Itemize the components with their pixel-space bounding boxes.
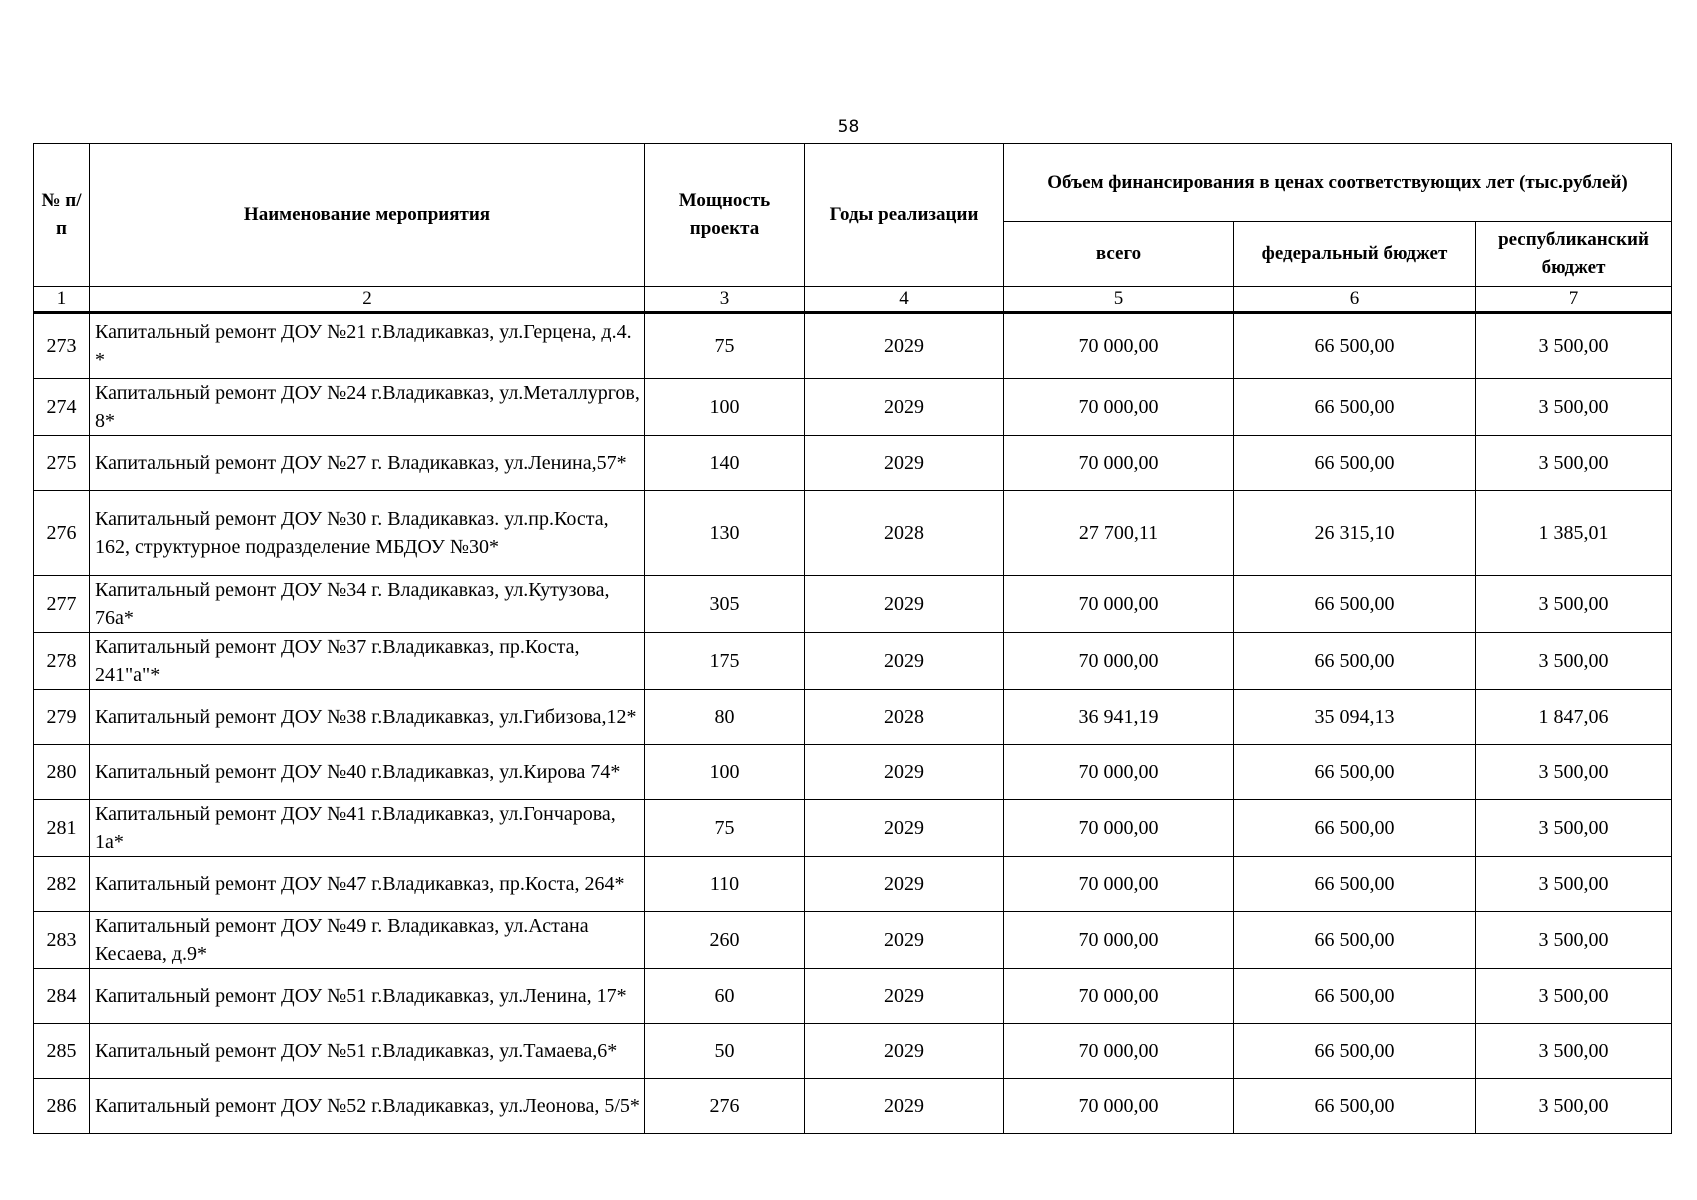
cell-num: 280 xyxy=(34,745,90,800)
cell-num: 274 xyxy=(34,379,90,436)
cell-name: Капитальный ремонт ДОУ №49 г. Владикавказ, ул.Астана Кесаева, д.9* xyxy=(90,912,645,969)
header-name: Наименование мероприятия xyxy=(90,144,645,287)
table-row xyxy=(34,436,1672,491)
table-row xyxy=(34,313,1672,379)
table-header xyxy=(34,144,1672,313)
cell-year: 2028 xyxy=(805,690,1004,745)
cell-federal: 66 500,00 xyxy=(1234,1079,1476,1134)
table-row xyxy=(34,491,1672,576)
cell-republic: 3 500,00 xyxy=(1476,745,1672,800)
cell-total: 70 000,00 xyxy=(1004,745,1234,800)
table-row xyxy=(34,379,1672,436)
cell-total: 70 000,00 xyxy=(1004,576,1234,633)
cell-num: 284 xyxy=(34,969,90,1024)
column-index: 3 xyxy=(645,287,805,313)
table-body xyxy=(34,313,1672,1134)
header-capacity: Мощность проекта xyxy=(645,144,805,287)
cell-total: 70 000,00 xyxy=(1004,1024,1234,1079)
cell-capacity: 276 xyxy=(645,1079,805,1134)
cell-year: 2029 xyxy=(805,313,1004,379)
cell-name: Капитальный ремонт ДОУ №34 г. Владикавказ, ул.Кутузова, 76а* xyxy=(90,576,645,633)
cell-num: 276 xyxy=(34,491,90,576)
cell-republic: 3 500,00 xyxy=(1476,436,1672,491)
cell-total: 36 941,19 xyxy=(1004,690,1234,745)
cell-federal: 35 094,13 xyxy=(1234,690,1476,745)
cell-total: 70 000,00 xyxy=(1004,800,1234,857)
cell-total: 70 000,00 xyxy=(1004,436,1234,491)
cell-federal: 66 500,00 xyxy=(1234,969,1476,1024)
table-row xyxy=(34,690,1672,745)
cell-federal: 66 500,00 xyxy=(1234,745,1476,800)
table-row xyxy=(34,912,1672,969)
column-index: 7 xyxy=(1476,287,1672,313)
cell-name: Капитальный ремонт ДОУ №47 г.Владикавказ, пр.Коста, 264* xyxy=(90,857,645,912)
column-index: 4 xyxy=(805,287,1004,313)
cell-name: Капитальный ремонт ДОУ №40 г.Владикавказ, ул.Кирова 74* xyxy=(90,745,645,800)
cell-num: 278 xyxy=(34,633,90,690)
cell-capacity: 60 xyxy=(645,969,805,1024)
cell-name: Капитальный ремонт ДОУ №37 г.Владикавказ, пр.Коста, 241"а"* xyxy=(90,633,645,690)
table-row xyxy=(34,1024,1672,1079)
cell-capacity: 175 xyxy=(645,633,805,690)
cell-name: Капитальный ремонт ДОУ №21 г.Владикавказ, ул.Герцена, д.4. * xyxy=(90,313,645,379)
cell-year: 2029 xyxy=(805,379,1004,436)
table-row xyxy=(34,633,1672,690)
cell-year: 2029 xyxy=(805,576,1004,633)
cell-capacity: 75 xyxy=(645,313,805,379)
cell-republic: 3 500,00 xyxy=(1476,633,1672,690)
table-row xyxy=(34,800,1672,857)
cell-federal: 66 500,00 xyxy=(1234,912,1476,969)
header-total: всего xyxy=(1004,222,1234,287)
cell-num: 283 xyxy=(34,912,90,969)
cell-num: 286 xyxy=(34,1079,90,1134)
cell-name: Капитальный ремонт ДОУ №51 г.Владикавказ, ул.Тамаева,6* xyxy=(90,1024,645,1079)
cell-federal: 66 500,00 xyxy=(1234,436,1476,491)
header-num: № п/п xyxy=(34,144,90,287)
financing-table xyxy=(33,143,1672,1134)
cell-year: 2029 xyxy=(805,1024,1004,1079)
cell-capacity: 75 xyxy=(645,800,805,857)
cell-capacity: 110 xyxy=(645,857,805,912)
table-row xyxy=(34,857,1672,912)
cell-year: 2029 xyxy=(805,800,1004,857)
header-republic: республиканский бюджет xyxy=(1476,222,1672,287)
cell-federal: 26 315,10 xyxy=(1234,491,1476,576)
cell-year: 2029 xyxy=(805,436,1004,491)
cell-capacity: 305 xyxy=(645,576,805,633)
cell-num: 281 xyxy=(34,800,90,857)
cell-republic: 3 500,00 xyxy=(1476,969,1672,1024)
cell-year: 2029 xyxy=(805,969,1004,1024)
cell-republic: 3 500,00 xyxy=(1476,576,1672,633)
cell-num: 275 xyxy=(34,436,90,491)
cell-year: 2028 xyxy=(805,491,1004,576)
cell-name: Капитальный ремонт ДОУ №24 г.Владикавказ, ул.Металлургов, 8* xyxy=(90,379,645,436)
header-row xyxy=(34,144,1672,222)
cell-name: Капитальный ремонт ДОУ №41 г.Владикавказ, ул.Гончарова, 1а* xyxy=(90,800,645,857)
header-financing: Объем финансирования в ценах соответствующих лет (тыс.рублей) xyxy=(1004,144,1672,222)
cell-num: 277 xyxy=(34,576,90,633)
header-years: Годы реализации xyxy=(805,144,1004,287)
cell-capacity: 100 xyxy=(645,745,805,800)
cell-name: Капитальный ремонт ДОУ №51 г.Владикавказ, ул.Ленина, 17* xyxy=(90,969,645,1024)
cell-republic: 3 500,00 xyxy=(1476,1079,1672,1134)
cell-republic: 1 385,01 xyxy=(1476,491,1672,576)
cell-num: 285 xyxy=(34,1024,90,1079)
cell-federal: 66 500,00 xyxy=(1234,1024,1476,1079)
cell-republic: 3 500,00 xyxy=(1476,313,1672,379)
cell-total: 70 000,00 xyxy=(1004,969,1234,1024)
cell-name: Капитальный ремонт ДОУ №38 г.Владикавказ, ул.Гибизова,12* xyxy=(90,690,645,745)
cell-total: 70 000,00 xyxy=(1004,912,1234,969)
cell-federal: 66 500,00 xyxy=(1234,857,1476,912)
cell-num: 273 xyxy=(34,313,90,379)
cell-federal: 66 500,00 xyxy=(1234,313,1476,379)
cell-capacity: 140 xyxy=(645,436,805,491)
cell-republic: 3 500,00 xyxy=(1476,912,1672,969)
column-index-row xyxy=(34,287,1672,313)
cell-total: 70 000,00 xyxy=(1004,1079,1234,1134)
column-index: 2 xyxy=(90,287,645,313)
cell-republic: 3 500,00 xyxy=(1476,857,1672,912)
table-row xyxy=(34,969,1672,1024)
cell-republic: 3 500,00 xyxy=(1476,379,1672,436)
cell-capacity: 50 xyxy=(645,1024,805,1079)
cell-name: Капитальный ремонт ДОУ №30 г. Владикавказ. ул.пр.Коста, 162, структурное подразделение МБДОУ №30* xyxy=(90,491,645,576)
column-index: 5 xyxy=(1004,287,1234,313)
cell-year: 2029 xyxy=(805,857,1004,912)
cell-year: 2029 xyxy=(805,912,1004,969)
column-index: 6 xyxy=(1234,287,1476,313)
cell-year: 2029 xyxy=(805,745,1004,800)
cell-total: 70 000,00 xyxy=(1004,857,1234,912)
cell-capacity: 130 xyxy=(645,491,805,576)
cell-federal: 66 500,00 xyxy=(1234,633,1476,690)
table-row xyxy=(34,576,1672,633)
table-row xyxy=(34,745,1672,800)
cell-name: Капитальный ремонт ДОУ №52 г.Владикавказ, ул.Леонова, 5/5* xyxy=(90,1079,645,1134)
cell-year: 2029 xyxy=(805,633,1004,690)
table-row xyxy=(34,1079,1672,1134)
cell-republic: 1 847,06 xyxy=(1476,690,1672,745)
cell-name: Капитальный ремонт ДОУ №27 г. Владикавказ, ул.Ленина,57* xyxy=(90,436,645,491)
cell-total: 27 700,11 xyxy=(1004,491,1234,576)
header-federal: федеральный бюджет xyxy=(1234,222,1476,287)
cell-total: 70 000,00 xyxy=(1004,379,1234,436)
column-index: 1 xyxy=(34,287,90,313)
cell-republic: 3 500,00 xyxy=(1476,800,1672,857)
cell-federal: 66 500,00 xyxy=(1234,379,1476,436)
cell-federal: 66 500,00 xyxy=(1234,800,1476,857)
cell-capacity: 80 xyxy=(645,690,805,745)
cell-total: 70 000,00 xyxy=(1004,633,1234,690)
cell-republic: 3 500,00 xyxy=(1476,1024,1672,1079)
cell-capacity: 260 xyxy=(645,912,805,969)
cell-federal: 66 500,00 xyxy=(1234,576,1476,633)
cell-total: 70 000,00 xyxy=(1004,313,1234,379)
cell-capacity: 100 xyxy=(645,379,805,436)
cell-year: 2029 xyxy=(805,1079,1004,1134)
cell-num: 279 xyxy=(34,690,90,745)
page-number: 58 xyxy=(837,117,860,137)
cell-num: 282 xyxy=(34,857,90,912)
